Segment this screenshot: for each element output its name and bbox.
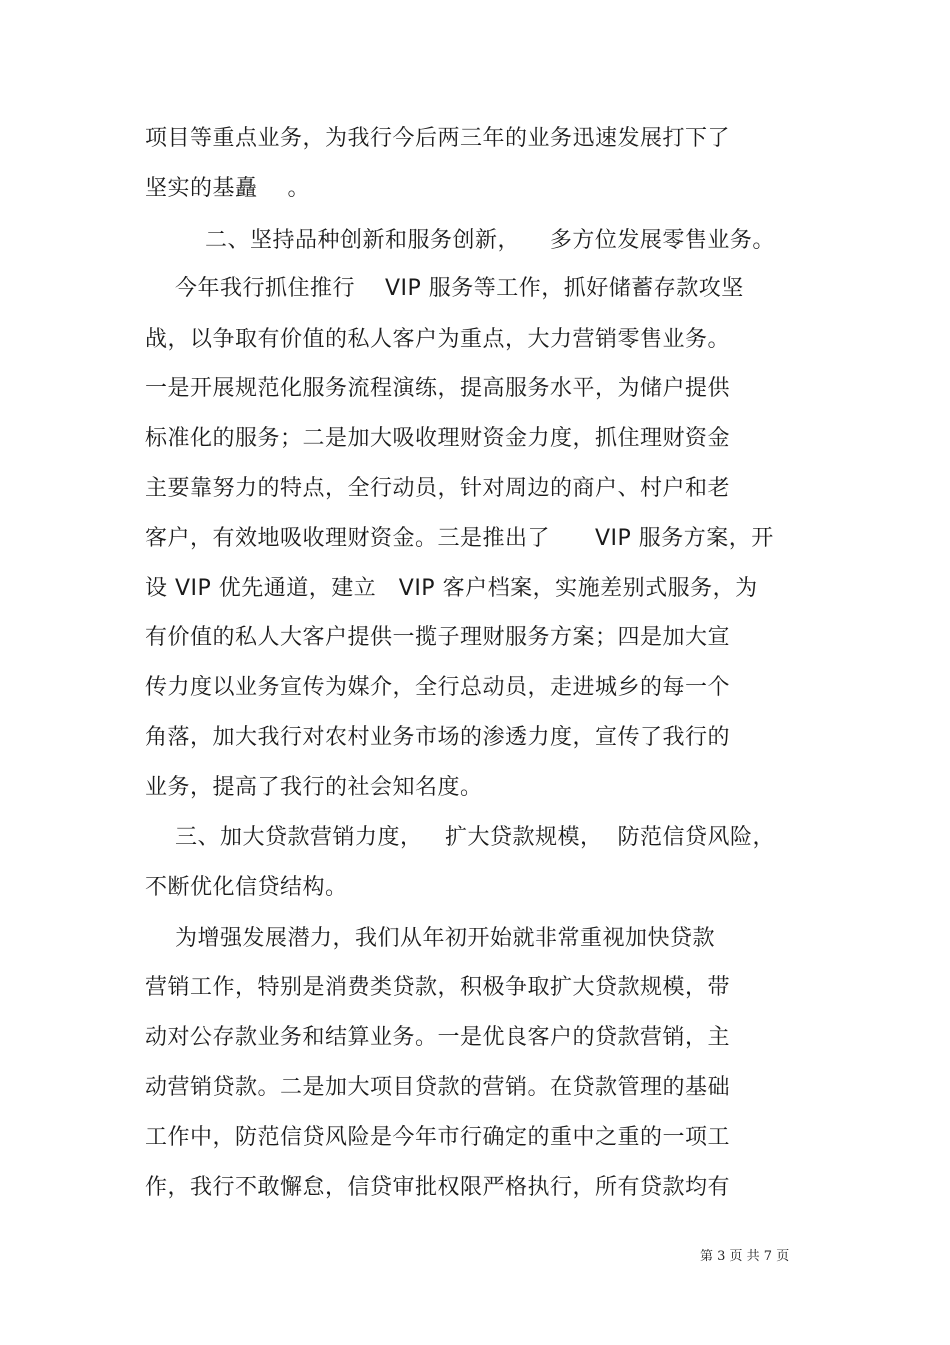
text-line: 动营销贷款。二是加大项目贷款的营销。在贷款管理的基础 [145,1075,731,1100]
text-line: 为增强发展潜力，我们从年初开始就非常重视加快贷款 [145,926,715,951]
text-line: 标准化的服务；二是加大吸收理财资金力度，抓住理财资金 [145,426,731,451]
text-line: 作，我行不敢懈怠，信贷审批权限严格执行，所有贷款均有 [145,1175,731,1200]
text-line: 工作中，防范信贷风险是今年市行确定的重中之重的一项工 [145,1125,731,1150]
text-line: 角落，加大我行对农村业务市场的渗透力度，宣传了我行的 [145,725,731,750]
text-line: 主要靠努力的特点，全行动员，针对周边的商户、村户和老 [145,476,731,501]
text-line: 动对公存款业务和结算业务。一是优良客户的贷款营销，主 [145,1025,731,1050]
text-line: 战，以争取有价值的私人客户为重点，大力营销零售业务。 [145,327,731,352]
text-line: 营销工作，特别是消费类贷款，积极争取扩大贷款规模，带 [145,975,731,1000]
section-heading: 三、加大贷款营销力度， 扩大贷款规模， 防范信贷风险， [145,825,775,850]
text-line: 项目等重点业务，为我行今后两三年的业务迅速发展打下了 [145,126,731,151]
text-line: 今年我行抓住推行 VIP 服务等工作，抓好储蓄存款攻坚 [145,276,744,301]
text-line: 坚实的基矗 。 [145,176,310,201]
text-line: 业务，提高了我行的社会知名度。 [145,775,483,800]
page-number-footer: 第 3 页 共 7 页 [700,1249,790,1264]
text-line: 不断优化信贷结构。 [145,875,348,900]
text-line: 客户，有效地吸收理财资金。三是推出了 VIP 服务方案，开 [145,526,774,551]
text-line: 传力度以业务宣传为媒介，全行总动员，走进城乡的每一个 [145,675,731,700]
text-line: 有价值的私人大客户提供一揽子理财服务方案；四是加大宣 [145,625,731,650]
text-line: 一是开展规范化服务流程演练，提高服务水平，为储户提供 [145,376,731,401]
section-heading: 二、坚持品种创新和服务创新， 多方位发展零售业务。 [145,228,775,253]
text-line: 设 VIP 优先通道，建立 VIP 客户档案，实施差别式服务，为 [145,576,758,601]
